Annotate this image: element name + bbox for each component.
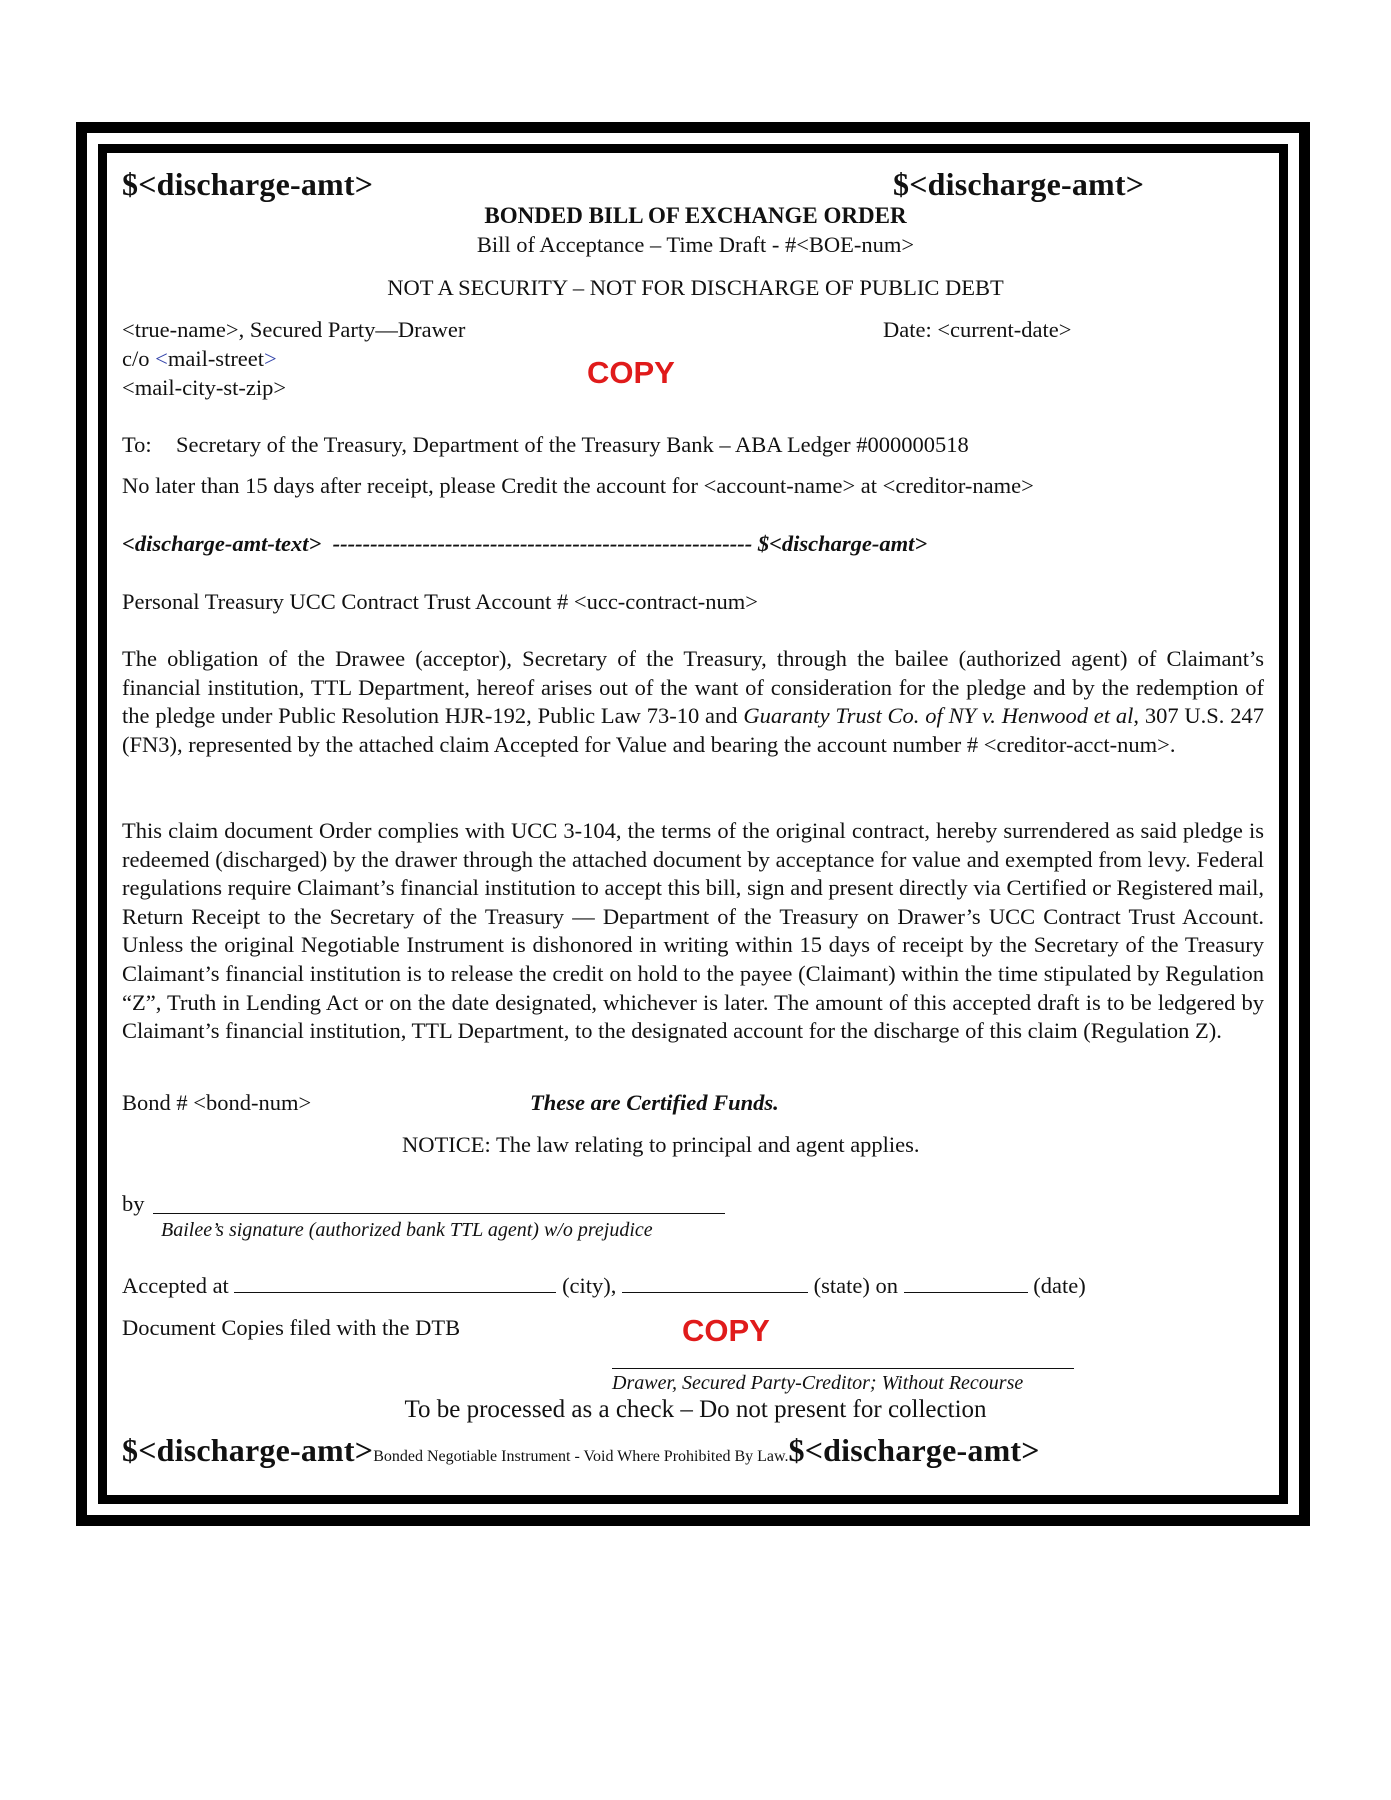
security-notice: NOT A SECURITY – NOT FOR DISCHARGE OF PUBLIC DEBT (387, 275, 1004, 300)
footer-amount-right: $<discharge-amt> (788, 1432, 1040, 1468)
document-title: BONDED BILL OF EXCHANGE ORDER (484, 203, 907, 228)
compliance-paragraph: This claim document Order complies with UCC 3-104, the terms of the original contract, hereby surrendered as said pledge is redeemed (discharged) by the drawer through the attached document by acceptance for value and exempted from levy. Federal regulations require Claimant’s financial institution to accept this bill, sign and present directly via Certified or Registered mail, Return Receipt to the Secretary of the Treasury — Department of the Treasury on Drawer’s UCC Contract Trust Account. Unless the original Negotiable Instrument is dishonored in writing within 15 days of receipt by the Secretary of the Treasury Claimant’s financial institution is to release the credit on hold to the payee (Claimant) within the time stipulated by Regulation “Z”, Truth in Lending Act or on the date designated, whichever is later. The amount of this accepted draft is to be ledgered by Claimant’s financial institution, TTL Department, to the designated account for the discharge of this claim (Regulation Z). (122, 818, 1264, 1044)
street-open-bracket: < (155, 346, 168, 371)
trust-account: Personal Treasury UCC Contract Trust Account # <ucc-contract-num> (122, 589, 758, 614)
by-label: by (122, 1191, 145, 1216)
obligation-text-1: The obligation of the Drawee (acceptor), Secretary of the Treasury, through the bailee (authorized agent) of Claimant’s financial institution, TTL Department, hereof arises out of the want of consideration for the pledge and by the redemption of the pledge under Public Resolution HJR-192, Public Law 73-10 and (122, 646, 1264, 729)
date-label: (date) (1033, 1273, 1086, 1298)
city-label: (city), (562, 1273, 617, 1298)
header-amount-left: $<discharge-amt> (122, 166, 374, 202)
drawer-signature-line[interactable] (612, 1368, 1074, 1369)
copies-filed: Document Copies filed with the DTB (122, 1315, 461, 1340)
amount-line (122, 530, 927, 559)
to-recipient: Secretary of the Treasury, Department of the Treasury Bank – ABA Ledger #000000518 (176, 432, 969, 457)
bailee-signature-line[interactable] (153, 1213, 725, 1214)
bailee-signature-caption: Bailee’s signature (authorized bank TTL agent) w/o prejudice (161, 1219, 653, 1241)
care-of-prefix: c/o (122, 346, 156, 371)
drawer-name: <true-name>, Secured Party—Drawer (122, 317, 466, 342)
drawer-street (122, 345, 277, 374)
copy-stamp-bottom: COPY (682, 1313, 770, 1348)
amount-figure: $<discharge-amt> (757, 531, 928, 556)
date-blank[interactable] (904, 1272, 1028, 1293)
drawer-city: <mail-city-st-zip> (122, 375, 287, 400)
footer-amount-left: $<discharge-amt> (122, 1432, 374, 1468)
obligation-text-2: , 307 U.S. 247 (FN3), represented by the attached claim Accepted for Value and bearing the account number # <creditor-acct-num>. (122, 703, 1265, 757)
amount-text: <discharge-amt-text> (122, 531, 322, 556)
agency-notice: NOTICE: The law relating to principal and agent applies. (402, 1132, 920, 1157)
state-label: (state) on (813, 1273, 899, 1298)
drawer-signature-caption: Drawer, Secured Party-Creditor; Without Recourse (612, 1372, 1024, 1394)
obligation-paragraph (122, 645, 1264, 759)
amount-dashes: -------------------------------------------------------- (332, 531, 753, 556)
city-blank[interactable] (234, 1272, 556, 1293)
accepted-at-label: Accepted at (122, 1273, 229, 1298)
footer-line (122, 1432, 1040, 1469)
certified-funds: These are Certified Funds. (530, 1090, 779, 1115)
street-close-bracket: > (264, 346, 277, 371)
footer-fine-print: Bonded Negotiable Instrument - Void Where Prohibited By Law. (373, 1448, 789, 1465)
to-label: To: (122, 432, 152, 457)
case-citation: Guaranty Trust Co. of NY v. Henwood et al (743, 703, 1134, 729)
acceptance-line (122, 1272, 1086, 1301)
document-date: Date: <current-date> (883, 317, 1072, 342)
copy-stamp-top: COPY (587, 355, 675, 390)
processing-note: To be processed as a check – Do not present for collection (404, 1396, 987, 1423)
document-subtitle: Bill of Acceptance – Time Draft - #<BOE-num> (476, 232, 915, 257)
header-amount-right: $<discharge-amt> (893, 166, 1145, 202)
mail-street: mail-street (167, 346, 265, 371)
state-blank[interactable] (622, 1272, 808, 1293)
bond-number: Bond # <bond-num> (122, 1090, 312, 1115)
credit-instruction: No later than 15 days after receipt, please Credit the account for <account-name> at <creditor-name> (122, 473, 1034, 498)
